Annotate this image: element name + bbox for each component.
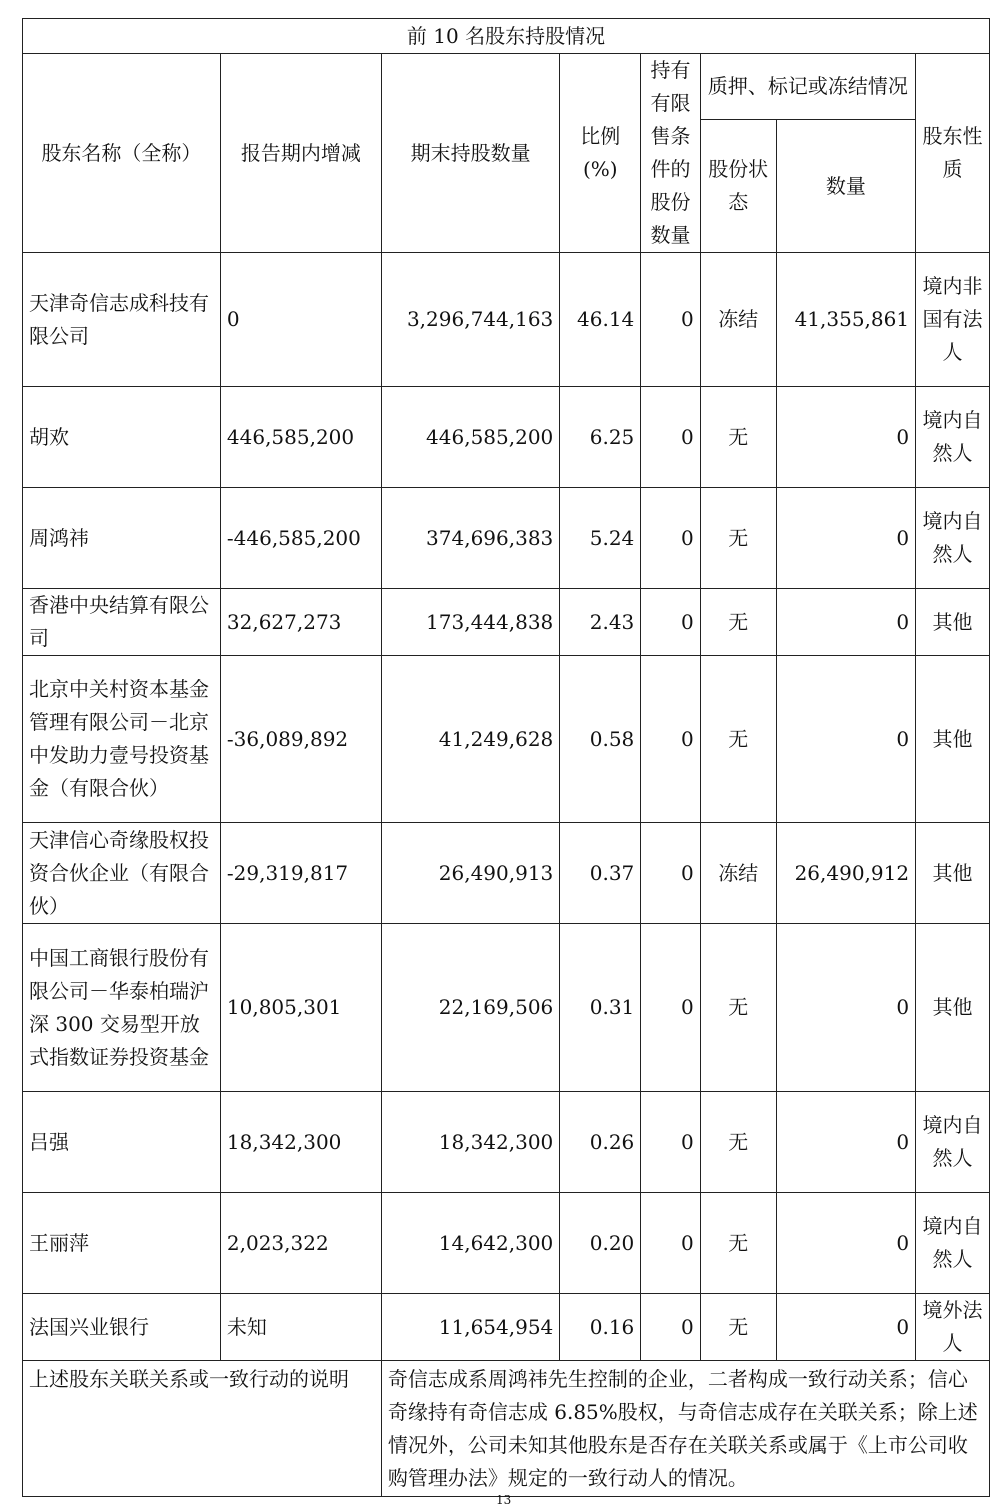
cell-nature: 其他	[916, 656, 990, 823]
cell-status: 冻结	[700, 823, 776, 924]
cell-qty: 0	[776, 387, 915, 488]
cell-nature: 境内自然人	[916, 1193, 990, 1294]
cell-status: 无	[700, 1092, 776, 1193]
cell-qty: 0	[776, 1092, 915, 1193]
cell-name: 天津信心奇缘股权投资合伙企业（有限合伙）	[23, 823, 221, 924]
header-pledge-status: 股份状态	[700, 120, 776, 253]
cell-name: 胡欢	[23, 387, 221, 488]
cell-name: 中国工商银行股份有限公司－华泰柏瑞沪深 300 交易型开放式指数证券投资基金	[23, 924, 221, 1092]
cell-shares: 26,490,913	[381, 823, 559, 924]
cell-ratio: 5.24	[560, 488, 641, 589]
cell-shares: 11,654,954	[381, 1294, 559, 1361]
cell-qty: 0	[776, 924, 915, 1092]
top-10-shareholders-table	[22, 18, 990, 1497]
note-text: 奇信志成系周鸿祎先生控制的企业，二者构成一致行动关系；信心奇缘持有奇信志成 6.85%股权，与奇信志成存在关联关系；除上述情况外，公司未知其他股东是否存在关联关系或属于《上市公司收购管理办法》规定的一致行动人的情况。	[381, 1361, 989, 1497]
cell-change: 446,585,200	[220, 387, 381, 488]
cell-ratio: 46.14	[560, 253, 641, 387]
header-pledge-group: 质押、标记或冻结情况	[700, 54, 915, 120]
cell-status: 冻结	[700, 253, 776, 387]
cell-name: 周鸿祎	[23, 488, 221, 589]
cell-ratio: 0.58	[560, 656, 641, 823]
cell-change: 18,342,300	[220, 1092, 381, 1193]
header-pledge-qty: 数量	[776, 120, 915, 253]
table-row	[23, 387, 990, 488]
cell-status: 无	[700, 656, 776, 823]
cell-shares: 173,444,838	[381, 589, 559, 656]
header-shares: 期末持股数量	[381, 54, 559, 253]
cell-restricted: 0	[641, 1294, 700, 1361]
header-restricted: 持有有限售条件的股份数量	[641, 54, 700, 253]
cell-change: -36,089,892	[220, 656, 381, 823]
table-row	[23, 1092, 990, 1193]
table-row	[23, 488, 990, 589]
cell-shares: 374,696,383	[381, 488, 559, 589]
cell-status: 无	[700, 387, 776, 488]
cell-qty: 41,355,861	[776, 253, 915, 387]
cell-qty: 0	[776, 488, 915, 589]
cell-change: 未知	[220, 1294, 381, 1361]
cell-ratio: 0.31	[560, 924, 641, 1092]
cell-shares: 18,342,300	[381, 1092, 559, 1193]
cell-nature: 其他	[916, 823, 990, 924]
cell-shares: 446,585,200	[381, 387, 559, 488]
cell-nature: 其他	[916, 924, 990, 1092]
cell-restricted: 0	[641, 924, 700, 1092]
cell-restricted: 0	[641, 1092, 700, 1193]
cell-nature: 境内自然人	[916, 387, 990, 488]
cell-name: 香港中央结算有限公司	[23, 589, 221, 656]
cell-nature: 境内非国有法人	[916, 253, 990, 387]
cell-ratio: 6.25	[560, 387, 641, 488]
table-row	[23, 656, 990, 823]
cell-name: 吕强	[23, 1092, 221, 1193]
table-caption: 前 10 名股东持股情况	[23, 19, 990, 54]
cell-status: 无	[700, 1193, 776, 1294]
cell-ratio: 0.16	[560, 1294, 641, 1361]
header-name: 股东名称（全称）	[23, 54, 221, 253]
header-nature: 股东性质	[916, 54, 990, 253]
cell-name: 北京中关村资本基金管理有限公司－北京中发助力壹号投资基金（有限合伙）	[23, 656, 221, 823]
cell-shares: 14,642,300	[381, 1193, 559, 1294]
cell-restricted: 0	[641, 488, 700, 589]
cell-shares: 3,296,744,163	[381, 253, 559, 387]
note-label: 上述股东关联关系或一致行动的说明	[23, 1361, 382, 1497]
cell-nature: 境内自然人	[916, 488, 990, 589]
page-number: 13	[496, 1493, 512, 1507]
cell-qty: 0	[776, 656, 915, 823]
cell-qty: 0	[776, 1294, 915, 1361]
header-change: 报告期内增减	[220, 54, 381, 253]
cell-qty: 0	[776, 589, 915, 656]
cell-ratio: 2.43	[560, 589, 641, 656]
cell-shares: 22,169,506	[381, 924, 559, 1092]
table-row	[23, 924, 990, 1092]
cell-nature: 其他	[916, 589, 990, 656]
cell-nature: 境外法人	[916, 1294, 990, 1361]
cell-status: 无	[700, 488, 776, 589]
cell-name: 法国兴业银行	[23, 1294, 221, 1361]
cell-restricted: 0	[641, 823, 700, 924]
cell-name: 王丽萍	[23, 1193, 221, 1294]
cell-change: -446,585,200	[220, 488, 381, 589]
cell-change: 0	[220, 253, 381, 387]
cell-change: -29,319,817	[220, 823, 381, 924]
cell-change: 2,023,322	[220, 1193, 381, 1294]
cell-restricted: 0	[641, 656, 700, 823]
table-row	[23, 589, 990, 656]
cell-restricted: 0	[641, 253, 700, 387]
cell-status: 无	[700, 1294, 776, 1361]
cell-qty: 26,490,912	[776, 823, 915, 924]
cell-status: 无	[700, 589, 776, 656]
cell-restricted: 0	[641, 1193, 700, 1294]
cell-ratio: 0.20	[560, 1193, 641, 1294]
cell-restricted: 0	[641, 387, 700, 488]
cell-nature: 境内自然人	[916, 1092, 990, 1193]
cell-change: 10,805,301	[220, 924, 381, 1092]
cell-change: 32,627,273	[220, 589, 381, 656]
cell-shares: 41,249,628	[381, 656, 559, 823]
cell-status: 无	[700, 924, 776, 1092]
table-row	[23, 1193, 990, 1294]
cell-ratio: 0.26	[560, 1092, 641, 1193]
cell-qty: 0	[776, 1193, 915, 1294]
table-row	[23, 253, 990, 387]
cell-restricted: 0	[641, 589, 700, 656]
table-row	[23, 823, 990, 924]
table-row	[23, 1294, 990, 1361]
cell-ratio: 0.37	[560, 823, 641, 924]
header-ratio: 比例(%)	[560, 54, 641, 253]
cell-name: 天津奇信志成科技有限公司	[23, 253, 221, 387]
